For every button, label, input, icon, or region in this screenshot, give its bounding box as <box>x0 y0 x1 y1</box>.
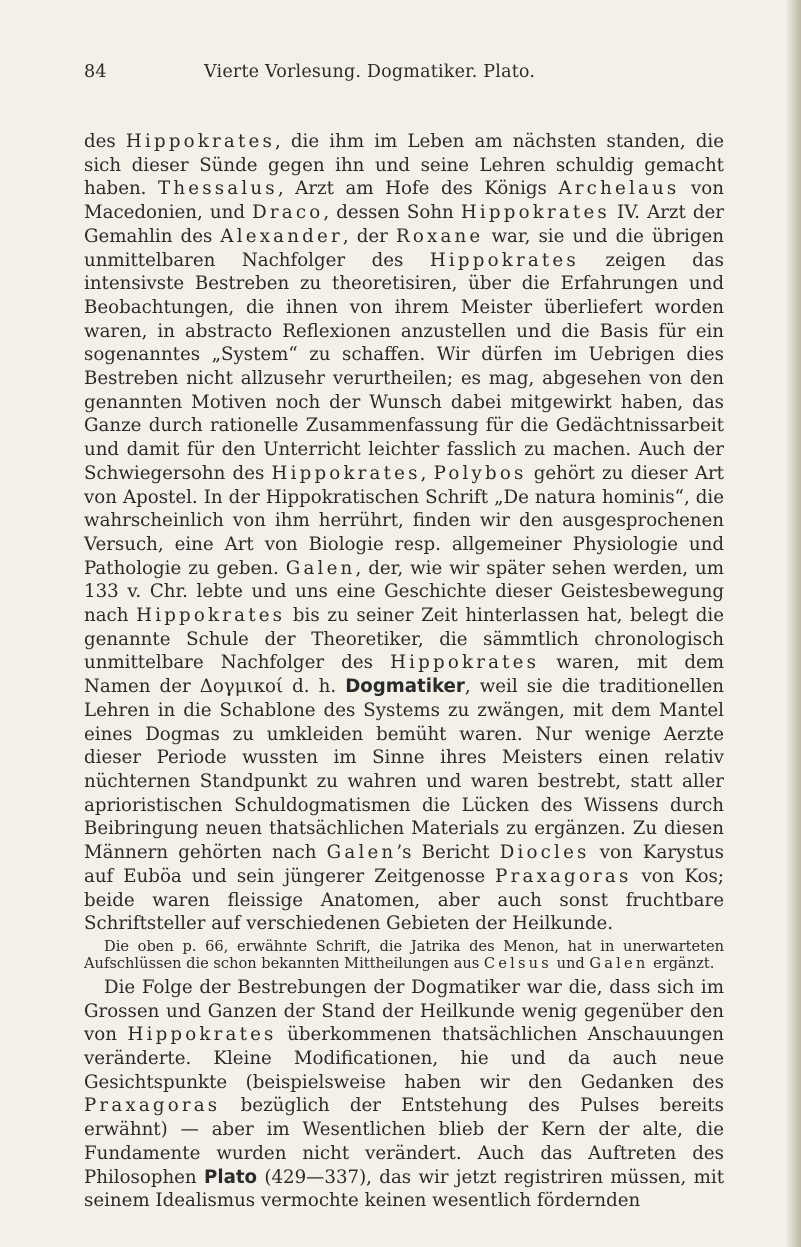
paragraph-main: des Hippokrates, die ihm im Leben am nächsten standen, die sich dieser Sünde gegen ihn und seine Lehren schuldig gemacht haben. Thessalus, Arzt am Hofe des Königs Archelaus von Macedonien, und Draco, dessen Sohn Hippokrates IV. Arzt der Gemahlin des Alexander, der Roxane war, sie und die übrigen unmittelbaren Nachfolger des Hippokrates zeigen das intensivste Bestreben zu theoretisiren, über die Erfahrungen und Beobachtungen, die ihnen von ihrem Meister überliefert worden waren, in abstracto Reflexionen anzustellen und die Basis für ein sogenanntes „System“ zu schaffen. Wir dürfen im Uebrigen dies Bestreben nicht allzusehr verurtheilen; es mag, abgesehen von den genannten Motiven noch der Wunsch dabei mitgewirkt haben, das Ganze durch rationelle Zusammenfassung für die Gedächtnissarbeit und damit für den Unterricht leichter fasslich zu machen. Auch der Schwiegersohn des Hippokrates, Polybos gehört zu dieser Art von Apostel. In der Hippokratischen Schrift „De natura hominis“, die wahrscheinlich von ihm herrührt, finden wir den ausgesprochenen Versuch, eine Art von Biologie resp. allgemeiner Physiologie und Pathologie zu geben. Galen, der, wie wir später sehen werden, um 133 v. Chr. lebte und uns eine Geschichte dieser Geistesbewegung nach Hippokrates bis zu seiner Zeit hinterlassen hat, belegt die genannte Schule der Theoretiker, die sämmtlich chronologisch unmittelbare Nachfolger des Hippokrates waren, mit dem Namen der Δογμικοί d. h. Dogmatiker, weil sie die traditionellen Lehren in die Schablone des Systems zu zwängen, mit dem Mantel eines Dogmas zu umkleiden bemüht waren. Nur wenige Aerzte dieser Periode wussten im Sinne ihres Meisters einen relativ nüchternen Standpunkt zu wahren und waren bestrebt, statt aller aprioristischen Schuldogmatismen die Lücken des Wissens durch Beibringung neuen thatsächlichen Materials zu ergänzen. Zu diesen Männern gehörten nach Galen’s Bericht Diocles von Karystus auf Euböa und sein jüngerer Zeitgenosse Praxagoras von Kos; beide waren fleissige Anatomen, aber auch sonst fruchtbare Schriftsteller auf verschiedenen Gebieten der Heilkunde. <box>84 131 725 935</box>
spaced-name: Hippokrates <box>136 605 286 627</box>
spaced-name: Celsus <box>483 954 552 972</box>
spaced-name: Praxagoras <box>495 865 632 887</box>
bold-term: Plato <box>204 1166 258 1188</box>
spaced-name: Galen <box>589 954 649 972</box>
spaced-name: Hippokrates <box>460 202 610 224</box>
bold-term: Dogmatiker <box>345 676 465 698</box>
spaced-name: Praxagoras <box>84 1095 221 1117</box>
page-number: 84 <box>84 62 107 82</box>
spaced-name: Hippokrates <box>429 249 579 271</box>
spaced-name: Hippokrates <box>271 462 421 484</box>
spaced-name: Hippokrates <box>127 1024 277 1046</box>
spaced-name: Diocles <box>499 842 590 864</box>
body-text <box>84 130 724 1213</box>
page-edge-shadow <box>787 0 801 1247</box>
spaced-name: Hippokrates <box>125 131 275 152</box>
page-header <box>84 62 724 86</box>
footnote-paragraph: Die oben p. 66, erwähnte Schrift, die Jatrika des Menon, hat in unerwarteten Aufschlüssen die schon bekannten Mittheilungen aus Celsus und Galen ergänzt. <box>84 937 724 972</box>
paragraph-second: Die Folge der Bestrebungen der Dogmatiker war die, dass sich im Grossen und Ganzen der Stand der Heilkunde wenig gegenüber den von Hippokrates überkommenen thatsächlichen Anschauungen veränderte. Kleine Modificationen, hie und da auch neue Gesichtspunkte (beispielsweise haben wir den Gedanken des Praxagoras bezüglich der Entstehung des Pulses bereits erwähnt) — aber im Wesentlichen blieb der Kern der alte, die Fundamente wurden nicht verändert. Auch das Auftreten des Philosophen Plato (429—337), das wir jetzt registriren müssen, mit seinem Idealismus vermochte keinen wesentlich fördernden <box>84 976 724 1212</box>
spaced-name: Roxane <box>395 225 484 247</box>
spaced-name: Hippokrates <box>390 652 540 674</box>
spaced-name: Draco <box>252 202 324 224</box>
spaced-name: Alexander <box>220 225 343 247</box>
spaced-name: Galen <box>285 557 356 579</box>
spaced-name: Polybos <box>433 462 527 484</box>
running-title: Vierte Vorlesung. Dogmatiker. Plato. <box>204 62 536 82</box>
spaced-name: Galen <box>326 842 397 864</box>
spaced-name: Thessalus <box>158 178 278 200</box>
spaced-name: Archelaus <box>558 178 680 200</box>
